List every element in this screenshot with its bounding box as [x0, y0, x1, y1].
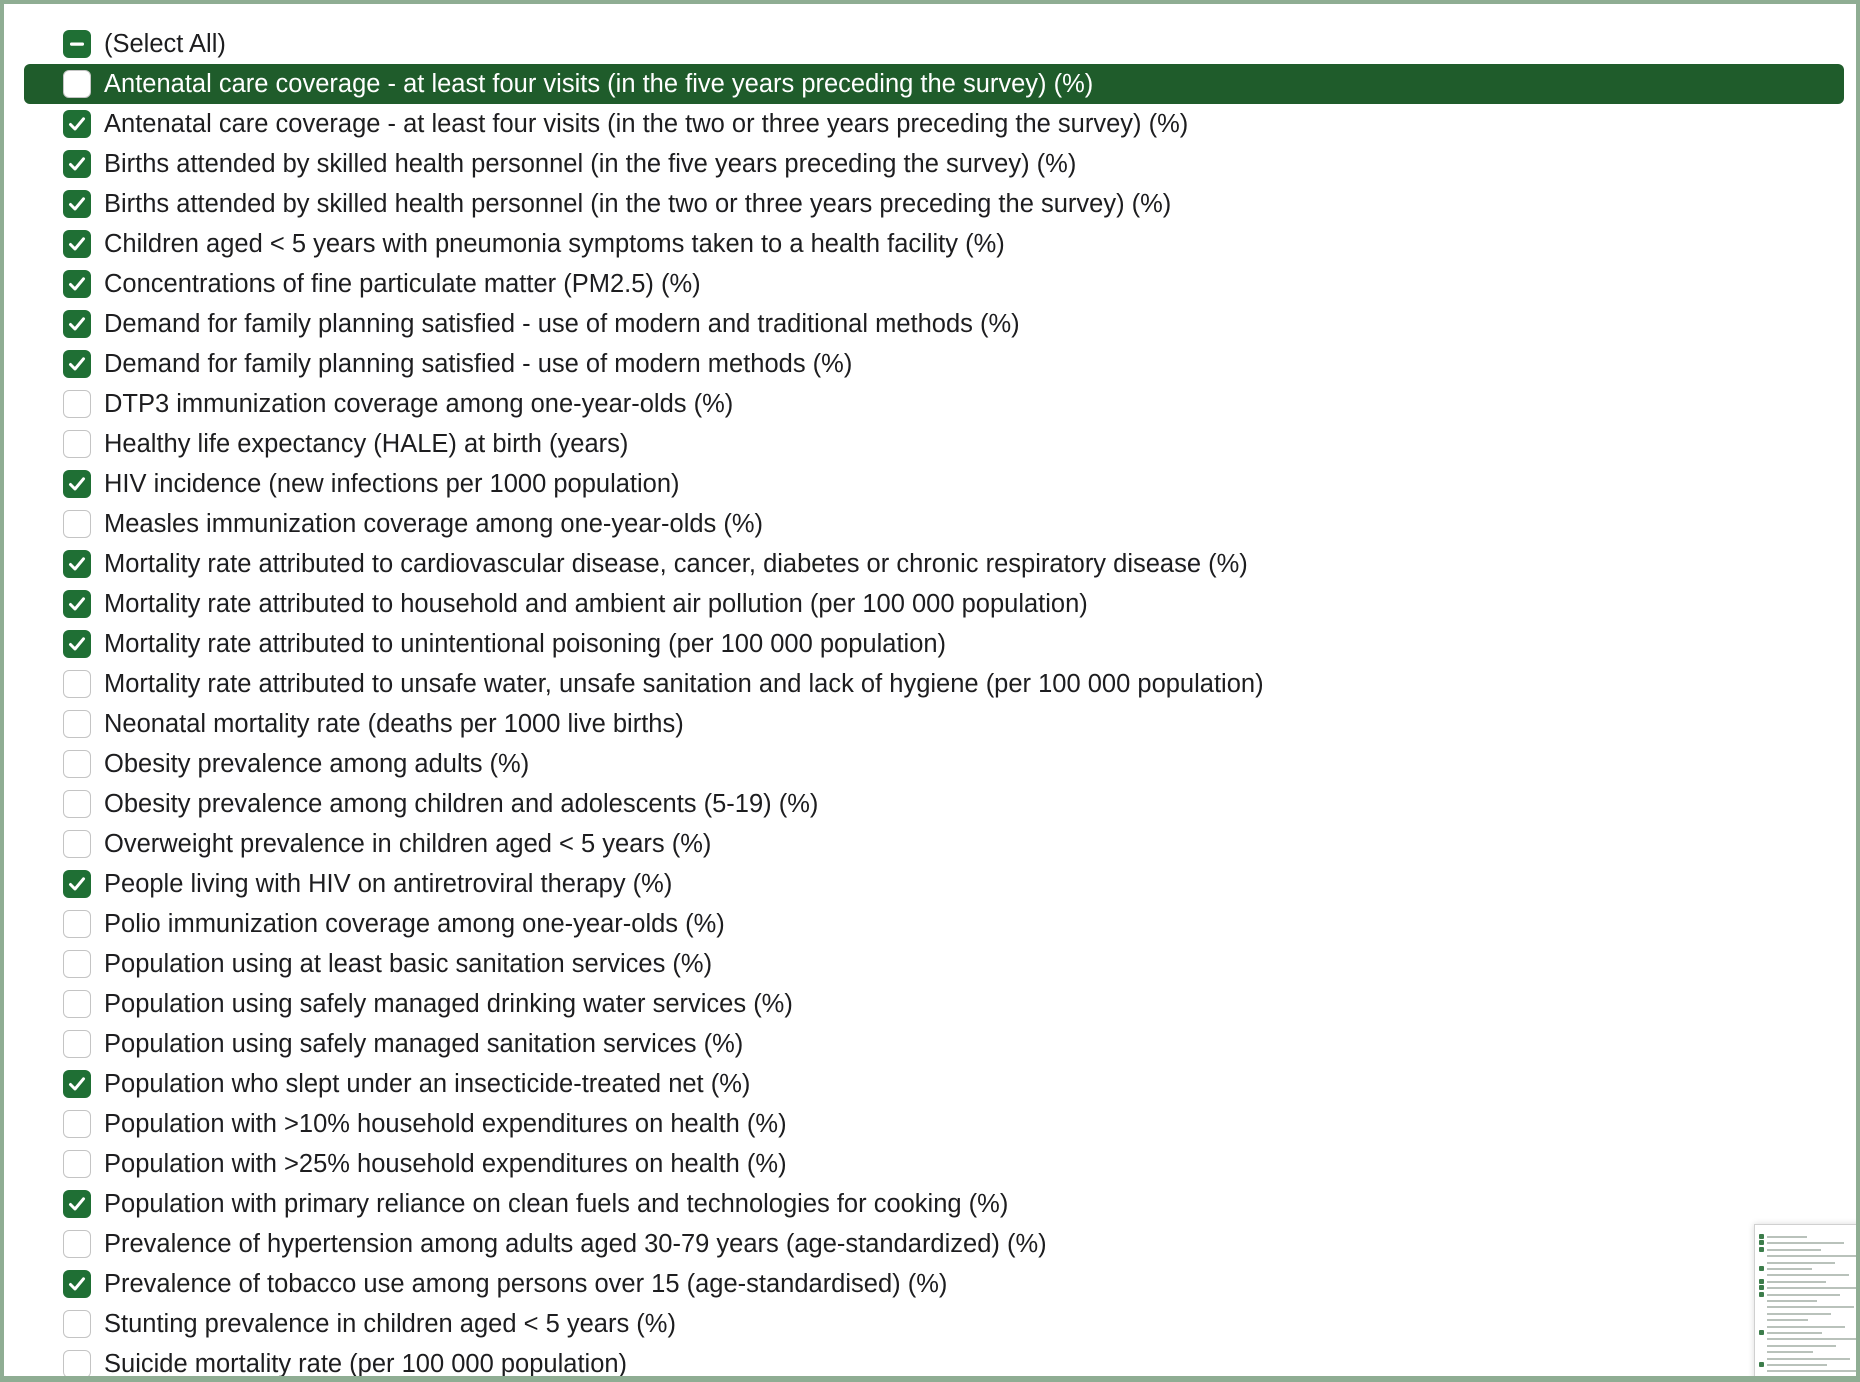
thumb-line — [1767, 1294, 1840, 1296]
item-label: Demand for family planning satisfied - use of modern methods (%) — [104, 350, 853, 378]
checkmark-icon — [63, 550, 91, 578]
thumb-line — [1767, 1345, 1836, 1347]
list-item[interactable] — [24, 1224, 1844, 1264]
item-label: Stunting prevalence in children aged < 5 years (%) — [104, 1310, 676, 1338]
thumb-line — [1767, 1377, 1841, 1379]
checkmark-icon — [63, 470, 91, 498]
select-all-row[interactable] — [24, 24, 1844, 64]
thumb-line — [1767, 1249, 1821, 1251]
checkmark-icon — [63, 190, 91, 218]
list-item[interactable] — [24, 744, 1844, 784]
item-label: Population with >10% household expenditures on health (%) — [104, 1110, 787, 1138]
thumb-line — [1767, 1236, 1807, 1238]
list-item[interactable] — [24, 224, 1844, 264]
item-checkbox[interactable] — [63, 1230, 91, 1258]
checkmark-icon — [63, 150, 91, 178]
list-item[interactable] — [24, 904, 1844, 944]
item-label: DTP3 immunization coverage among one-year-olds (%) — [104, 390, 734, 418]
checkmark-icon — [63, 590, 91, 618]
thumb-check-mark — [1759, 1240, 1764, 1245]
select-all-label: (Select All) — [104, 30, 226, 58]
list-item[interactable] — [24, 704, 1844, 744]
list-item[interactable] — [24, 104, 1844, 144]
list-item[interactable] — [24, 544, 1844, 584]
filter-checkbox-list — [24, 24, 1844, 1382]
item-checkbox[interactable] — [63, 510, 91, 538]
item-checkbox[interactable] — [63, 910, 91, 938]
list-item[interactable] — [24, 784, 1844, 824]
item-label: Births attended by skilled health personnel (in the five years preceding the survey) (%) — [104, 150, 1077, 178]
checkmark-icon — [63, 1270, 91, 1298]
item-checkbox[interactable] — [63, 470, 91, 498]
list-item[interactable] — [24, 584, 1844, 624]
item-checkbox[interactable] — [63, 1270, 91, 1298]
thumb-line — [1767, 1370, 1860, 1372]
item-checkbox[interactable] — [63, 430, 91, 458]
item-checkbox[interactable] — [63, 190, 91, 218]
item-label: Children aged < 5 years with pneumonia symptoms taken to a health facility (%) — [104, 230, 1005, 258]
item-checkbox[interactable] — [63, 1110, 91, 1138]
item-label: Population using safely managed drinking water services (%) — [104, 990, 793, 1018]
item-checkbox[interactable] — [63, 310, 91, 338]
checkmark-icon — [63, 1190, 91, 1218]
list-item[interactable] — [24, 944, 1844, 984]
thumb-line — [1767, 1326, 1845, 1328]
item-checkbox[interactable] — [63, 990, 91, 1018]
thumb-line — [1767, 1306, 1854, 1308]
thumb-check-mark — [1759, 1292, 1764, 1297]
item-label: Mortality rate attributed to unsafe water, unsafe sanitation and lack of hygiene (per 100 000 population) — [104, 670, 1264, 698]
item-checkbox[interactable] — [63, 1310, 91, 1338]
item-label: Obesity prevalence among adults (%) — [104, 750, 530, 778]
thumb-line — [1767, 1300, 1817, 1302]
thumb-check-mark — [1759, 1234, 1764, 1239]
item-label: Measles immunization coverage among one-year-olds (%) — [104, 510, 764, 538]
item-checkbox[interactable] — [63, 270, 91, 298]
item-label: Population using safely managed sanitation services (%) — [104, 1030, 744, 1058]
item-label: Population with primary reliance on clean fuels and technologies for cooking (%) — [104, 1190, 1009, 1218]
checkmark-icon — [63, 350, 91, 378]
item-checkbox[interactable] — [63, 1190, 91, 1218]
checkmark-icon — [63, 230, 91, 258]
list-item[interactable] — [24, 984, 1844, 1024]
item-label: Suicide mortality rate (per 100 000 population) — [104, 1350, 628, 1378]
list-item[interactable] — [24, 304, 1844, 344]
thumb-check-mark — [1759, 1279, 1764, 1284]
item-checkbox[interactable] — [63, 630, 91, 658]
list-item[interactable] — [24, 1104, 1844, 1144]
item-checkbox[interactable] — [63, 750, 91, 778]
checkmark-icon — [63, 630, 91, 658]
list-item[interactable] — [24, 384, 1844, 424]
thumb-line — [1767, 1262, 1835, 1264]
list-item[interactable] — [24, 1024, 1844, 1064]
thumb-check-mark — [1759, 1285, 1764, 1290]
thumb-line — [1767, 1338, 1859, 1340]
list-item[interactable] — [24, 864, 1844, 904]
list-item[interactable] — [24, 1144, 1844, 1184]
thumb-line — [1767, 1364, 1827, 1366]
item-checkbox[interactable] — [63, 150, 91, 178]
item-checkbox[interactable] — [63, 350, 91, 378]
checkmark-icon — [63, 310, 91, 338]
item-label: HIV incidence (new infections per 1000 population) — [104, 470, 680, 498]
thumb-line — [1767, 1332, 1822, 1334]
item-label: Mortality rate attributed to unintentional poisoning (per 100 000 population) — [104, 630, 947, 658]
item-checkbox[interactable] — [63, 950, 91, 978]
item-checkbox[interactable] — [63, 590, 91, 618]
thumb-line — [1767, 1281, 1826, 1283]
list-item[interactable] — [24, 624, 1844, 664]
select-all-checkbox[interactable] — [63, 30, 91, 58]
list-item[interactable] — [24, 64, 1844, 104]
item-label: Obesity prevalence among children and adolescents (5-19) (%) — [104, 790, 819, 818]
item-label: Neonatal mortality rate (deaths per 1000 live births) — [104, 710, 684, 738]
item-checkbox[interactable] — [63, 710, 91, 738]
list-item[interactable] — [24, 1344, 1844, 1382]
item-checkbox[interactable] — [63, 1030, 91, 1058]
item-checkbox[interactable] — [63, 390, 91, 418]
list-item[interactable] — [24, 1064, 1844, 1104]
item-checkbox[interactable] — [63, 550, 91, 578]
list-item[interactable] — [24, 824, 1844, 864]
item-checkbox[interactable] — [63, 830, 91, 858]
thumb-line — [1767, 1274, 1849, 1276]
checkmark-icon — [63, 110, 91, 138]
thumb-line — [1767, 1287, 1860, 1289]
item-checkbox[interactable] — [63, 70, 91, 98]
list-item[interactable] — [24, 1184, 1844, 1224]
thumb-line — [1767, 1268, 1812, 1270]
thumb-line — [1767, 1358, 1850, 1360]
thumb-line — [1767, 1319, 1808, 1321]
thumb-check-mark — [1759, 1266, 1764, 1271]
item-label: Polio immunization coverage among one-year-olds (%) — [104, 910, 725, 938]
item-label: Healthy life expectancy (HALE) at birth (years) — [104, 430, 629, 458]
item-checkbox[interactable] — [63, 230, 91, 258]
list-item[interactable] — [24, 504, 1844, 544]
checkmark-icon — [63, 270, 91, 298]
thumbnail-preview — [1754, 1224, 1860, 1382]
list-item[interactable] — [24, 1304, 1844, 1344]
item-label: Mortality rate attributed to household and ambient air pollution (per 100 000 population) — [104, 590, 1088, 618]
thumb-check-mark — [1759, 1362, 1764, 1367]
item-label: Prevalence of hypertension among adults aged 30-79 years (age-standardized) (%) — [104, 1230, 1047, 1258]
list-item[interactable] — [24, 144, 1844, 184]
checkmark-icon — [63, 870, 91, 898]
item-checkbox[interactable] — [63, 1350, 91, 1378]
item-checkbox[interactable] — [63, 1070, 91, 1098]
thumb-check-mark — [1759, 1247, 1764, 1252]
item-label: Antenatal care coverage - at least four visits (in the two or three years preceding the survey) (%) — [104, 110, 1189, 138]
checkmark-icon — [63, 1070, 91, 1098]
thumb-check-mark — [1759, 1330, 1764, 1335]
item-checkbox[interactable] — [63, 110, 91, 138]
list-item[interactable] — [24, 1264, 1844, 1304]
thumb-line — [1767, 1242, 1844, 1244]
item-label: Mortality rate attributed to cardiovascular disease, cancer, diabetes or chronic respiratory disease (%) — [104, 550, 1248, 578]
list-item[interactable] — [24, 424, 1844, 464]
minus-icon — [63, 30, 91, 58]
item-label: Overweight prevalence in children aged < 5 years (%) — [104, 830, 712, 858]
item-checkbox[interactable] — [63, 790, 91, 818]
list-item[interactable] — [24, 264, 1844, 304]
item-checkbox[interactable] — [63, 670, 91, 698]
item-label: Antenatal care coverage - at least four visits (in the five years preceding the survey) (%) — [104, 70, 1094, 98]
thumb-line — [1767, 1351, 1813, 1353]
list-item[interactable] — [24, 344, 1844, 384]
item-checkbox[interactable] — [63, 870, 91, 898]
item-label: Prevalence of tobacco use among persons over 15 (age-standardised) (%) — [104, 1270, 948, 1298]
item-checkbox[interactable] — [63, 1150, 91, 1178]
thumb-line — [1767, 1255, 1858, 1257]
item-label: Population who slept under an insecticide-treated net (%) — [104, 1070, 751, 1098]
list-item[interactable] — [24, 184, 1844, 224]
item-label: Concentrations of fine particulate matter (PM2.5) (%) — [104, 270, 701, 298]
item-label: Demand for family planning satisfied - use of modern and traditional methods (%) — [104, 310, 1020, 338]
item-label: Births attended by skilled health personnel (in the two or three years preceding the survey) (%) — [104, 190, 1172, 218]
item-label: Population using at least basic sanitation services (%) — [104, 950, 713, 978]
item-label: Population with >25% household expenditures on health (%) — [104, 1150, 787, 1178]
thumb-line — [1767, 1313, 1831, 1315]
list-item[interactable] — [24, 664, 1844, 704]
item-label: People living with HIV on antiretroviral therapy (%) — [104, 870, 673, 898]
list-item[interactable] — [24, 464, 1844, 504]
